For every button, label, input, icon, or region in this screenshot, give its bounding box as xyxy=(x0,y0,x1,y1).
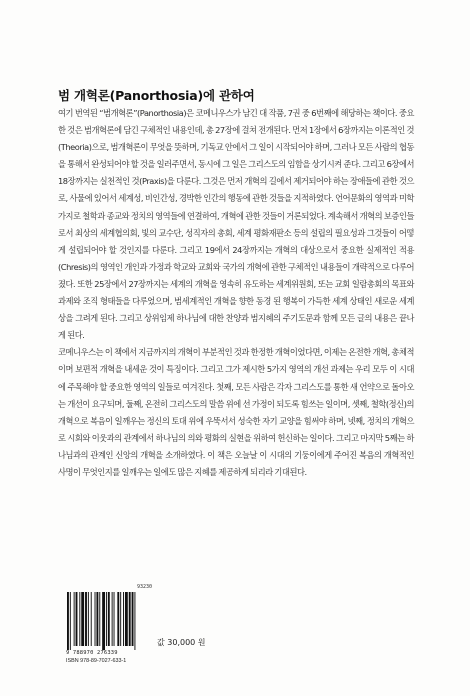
price-label: 값 30,000 원 xyxy=(157,638,206,647)
page-title: 범 개혁론(Panorthosia)에 관하여 xyxy=(58,88,255,103)
barcode-block xyxy=(66,584,152,670)
barcode-addon-number: 93230 xyxy=(136,584,152,590)
isbn-number: ISBN 978-89-7027-633-1 xyxy=(66,658,127,664)
barcode-icon xyxy=(66,592,152,650)
barcode-digits: 9 788970 276339 xyxy=(66,650,118,656)
body-text xyxy=(58,105,414,481)
paragraph-2: 코메니우스는 이 책에서 지금까지의 개혁이 부분적인 것과 한정한 개혁이었다면, 이제는 온전한 개혁, 총체적이며 보편적 개혁을 내세운 것이 특징이다. 그리고 그가 제시한 5가지 영역의 개선 과제는 우리 모두 이 시대에 주목해야 할 중요한 영역의 일들로 여겨진다. 첫째, 모든 사람은 각자 그리스도를 통한 새 언약으로 돌아오는 개선이 요구되며, 둘째, 온전히 그리스도의 말씀 위에 선 가정이 되도록 힘쓰는 일이며, 셋째, 철학(정신)의 개혁으로 복음이 일깨우는 정신의 토대 위에 우뚝서서 성숙한 자기 교양을 힘써야 하며, 넷째, 정치의 개혁으로 시회와 이웃과의 관계에서 하나님의 의와 평화의 실현을 위하여 헌신하는 일이다. 그리고 마지막 5째는 하나님과의 관계인 신앙의 개혁을 소개하였다. 이 책은 오늘날 이 시대의 기둥이에게 주어진 복음의 개혁적인 사명이 무엇인지를 일깨우는 일에도 많은 지혜를 제공하게 되리라 기대된다. xyxy=(58,347,414,477)
paragraph-1: 여기 번역된 “범개혁론”(Panorthosia)은 코메니우스가 남긴 대 작품, 7권 중 6번째에 해당하는 책이다. 중요한 것은 범개혁론에 담긴 구체적인 내용인데, 총 27장에 걸쳐 전개된다. 먼저 1장에서 6장까지는 이론적인 것(Theoria)으로, 범개혁론이 무엇을 뜻하며, 기독교 안에서 그 일이 시작되어야 하며, 그러나 모든 사람의 협동을 통해서 완성되어야 할 것을 일러주면서, 동시에 그 일은 그리스도의 임함을 상기시켜 준다. 그리고 6장에서 18장까지는 실천적인 것(Praxis)을 다룬다. 그것은 먼저 개혁의 길에서 제거되어야 하는 장애들에 관한 것으로, 사물에 있어서 세계성, 비인간성, 경박한 인간의 행동에 관한 것들을 지적하였다. 언어문화의 영역과 미학가지로 철학과 종교와 정치의 영역들에 연결하여, 개혁에 관한 것들이 거론되었다. 계속해서 개혁의 보증인들로서 최상의 세계협의회, 빛의 교수단, 성직자의 총회, 세계 평화재판소 등의 설립의 필요성과 그것들이 어떻게 설립되어야 할 것인지를 다룬다. 그리고 19에서 24장까지는 개혁의 대상으로서 중요한 실제적인 적용(Chresis)의 영역인 개인과 가정과 학교와 교회와 국가의 개혁에 관한 구체적인 내용들이 개략적으로 다루어졌다. 또한 25장에서 27장까지는 세계의 개혁을 영속히 유도하는 세계위원회, 또는 교회 일람총회의 목표와 과제와 조직 형태들을 다루었으며, 범세계적인 개혁을 향한 동경 된 행복이 가득한 세계 상태인 새로운 세계상을 그려게 된다. 그리고 상위임제 하나님에 대한 찬양과 범지혜의 주기도문과 함께 모든 글의 내용은 끝나게 된다. xyxy=(58,108,414,341)
